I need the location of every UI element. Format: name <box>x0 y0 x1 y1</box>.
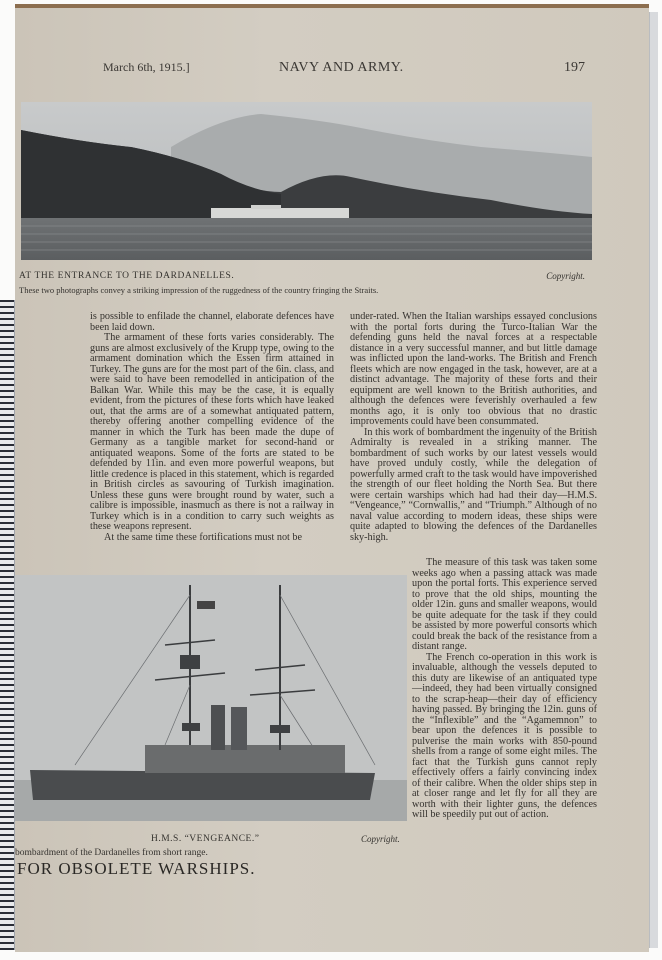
paragraph: The armament of these forts varies considerably. The guns are almost exclusively of the Krupp type, owing to the armament domination which the Essen firm attained in Turkey. The guns are for the most part of the 6in. class, and were said to have been remodelled in anticipation of the Balkan War. While this may be the case, it is equally evident, from the pictures of these forts which have leaked out, that the arms are of a somewhat antiquated pattern, thereby offering another compelling evidence of the manner in which the Turk has been made the dupe of Germany as a tangible market for second-hand or antiquated weapons. Some of the forts are stated to be defended by 11in. and even more powerful weapons, but little credence is placed in this statement, which is regarded in British circles as savouring of Turkish imagination. Unless these guns were brought round by water, such a calibre is impossible, inasmuch as there is not a railway in Turkey which is in a condition to carry such weights as these weapons represent. <box>90 332 334 532</box>
page-header <box>15 60 649 80</box>
caption-heading: H.M.S. “VENGEANCE.” <box>151 834 260 844</box>
top-figure-caption <box>19 271 591 295</box>
caption-text: bombardment of the Dardanelles from short range. <box>15 848 208 858</box>
copyright-label: Copyright. <box>361 834 400 844</box>
dardanelles-photo <box>21 102 592 260</box>
battleship-photo <box>15 575 407 821</box>
paragraph: under-rated. When the Italian warships essayed conclusions with the portal forts during the Turco-Italian War the defending guns held the naval forces at a respectable distance in a very successful manner, and but little damage was inflicted upon the land-works. The British and French fleets which are now engaged in the task, however, are at a distinct advantage. The majority of these forts and their equipment are well known to the British authorities, and although the defences were feverishly overhauled a few months ago, it is only too obvious that no drastic improvements could have been consummated. <box>350 311 597 427</box>
magazine-page <box>15 4 649 952</box>
copyright-label: Copyright. <box>546 271 585 281</box>
caption-text: These two photographs convey a striking impression of the ruggedness of the country fringing the Straits. <box>19 285 379 295</box>
landscape-image-icon <box>21 102 592 260</box>
page-edge <box>649 12 658 948</box>
paragraph: In this work of bombardment the ingenuity of the British Admiralty is revealed in a striking manner. The bombardment of such works by our latest vessels would have proved unduly costly, while the delegation of powerfully armed craft to the task would have impoverished the strength of our fleet holding the North Sea. But there were certain warships which had had their day—H.M.S. “Vengeance,” “Cornwallis,” and “Triumph.” Although of no naval value according to modern ideas, these ships were quite adapted to blowing the defences of the Dardanelles sky-high. <box>350 426 597 543</box>
measuring-ruler <box>0 300 15 950</box>
publication-title: NAVY AND ARMY. <box>279 60 404 75</box>
article-column-right-narrow <box>412 558 597 821</box>
page-number: 197 <box>564 60 585 75</box>
caption-heading: AT THE ENTRANCE TO THE DARDANELLES. <box>19 271 235 281</box>
issue-date: March 6th, 1915.] <box>103 60 190 74</box>
paragraph: The measure of this task was taken some weeks ago when a passing attack was made upon the portal forts. This experience served to prove that the old ships, mounting the older 12in. guns and smaller weapons, would be quite adequate for the task if they could be assisted by more powerful consorts which could break the back of the resistance from a distant range. <box>412 557 597 652</box>
paragraph: is possible to enfilade the channel, elaborate defences have been laid down. <box>90 311 334 333</box>
article-column-right <box>350 312 597 543</box>
paragraph: The French co-operation in this work is invaluable, although the vessels deputed to this duty are likewise of an antiquated type—indeed, they had been virtually consigned to the scrap-heap—their day of efficiency having passed. By bringing the 12in. guns of the “Inflexible” and the “Agamemnon” to bear upon the defences it is possible to pulverise the main works with 850-pound shells from a range of some eight miles. The fact that the Turkish guns cannot reply effectively offers a fairly convincing index of their calibre. When the older ships step in at closer range and let fly for all they are worth with their lighter guns, the defences will be speedily put out of action. <box>412 651 597 820</box>
paragraph: At the same time these fortifications must not be <box>104 531 303 543</box>
battleship-image-icon <box>15 575 407 821</box>
article-column-left <box>90 312 334 543</box>
section-heading: FOR OBSOLETE WARSHIPS. <box>17 859 256 878</box>
